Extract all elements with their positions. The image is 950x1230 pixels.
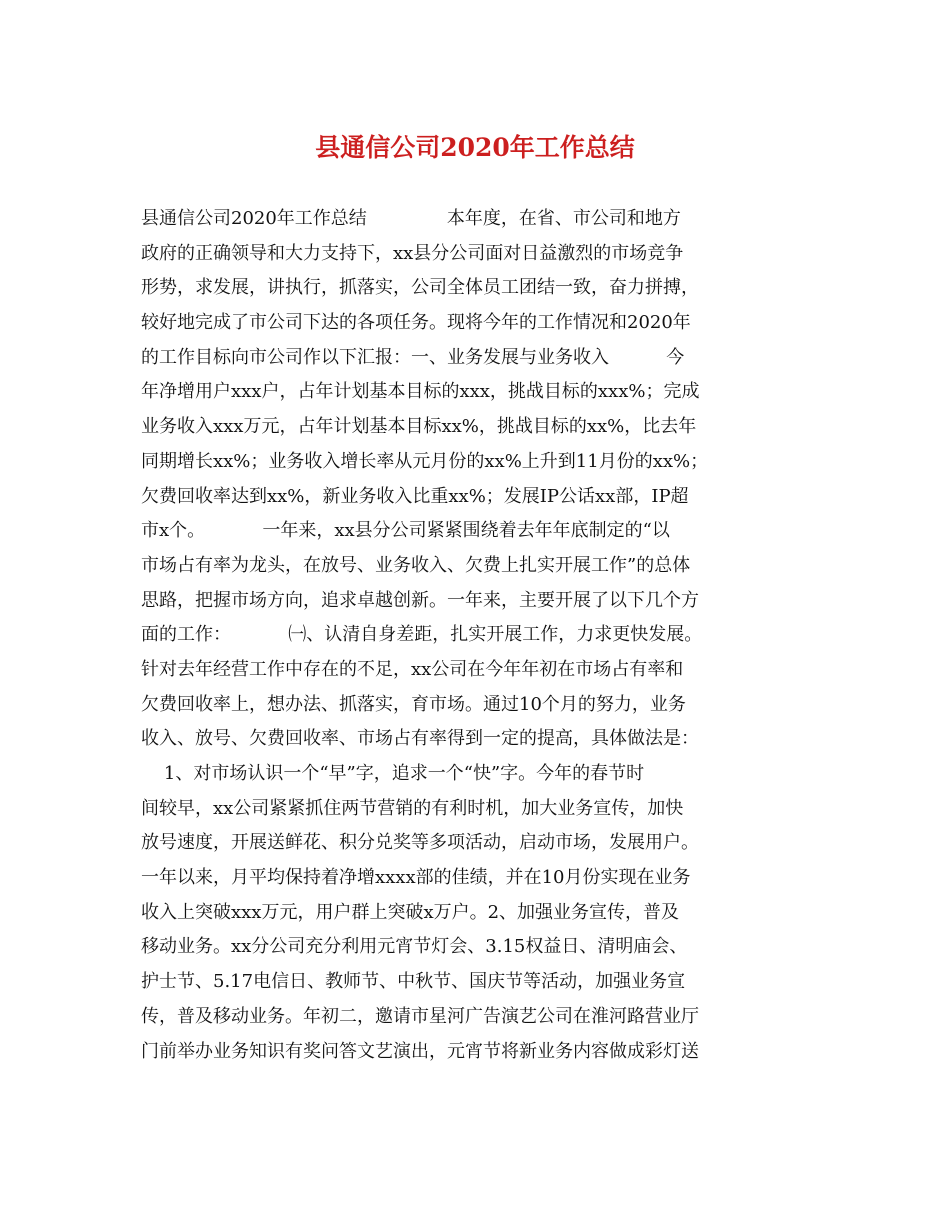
body-line: 针对去年经营工作中存在的不足，xx公司在今年年初在市场占有率和 [141,658,684,680]
body-line: 市x个。 一年来，xx县分公司紧紧围绕着去年年底制定的“以 [141,520,670,542]
body-line: 门前举办业务知识有奖问答文艺演出，元宵节将新业务内容做成彩灯送 [141,1040,699,1062]
body-line: 移动业务。xx分公司充分利用元宵节灯会、3.15权益日、清明庙会、 [141,936,688,958]
body-line: 收入、放号、欠费回收率、市场占有率得到一定的提高，具体做法是： [141,728,699,750]
body-line: 面的工作： ㈠、认清自身差距，扎实开展工作，力求更快发展。 [141,624,703,646]
document-body [141,202,831,1069]
document-title: 县通信公司2020年工作总结 [315,133,635,162]
body-line: 政府的正确领导和大力支持下，xx县分公司面对日益激烈的市场竞争 [141,242,684,264]
body-line: 年净增用户xxx户，占年计划基本目标的xxx，挑战目标的xxx%；完成 [141,381,700,403]
body-line: 传，普及移动业务。年初二，邀请市星河广告演艺公司在淮河路营业厅 [141,1005,699,1027]
body-line: 市场占有率为龙头，在放号、业务收入、欠费上扎实开展工作”的总体 [141,554,691,576]
body-line: 的工作目标向市公司作以下汇报：一、业务发展与业务收入 今 [141,346,685,368]
body-line: 1、对市场认识一个“早”字，追求一个“快”字。今年的春节时 [141,763,645,784]
body-line: 护士节、5.17电信日、教师节、中秋节、国庆节等活动，加强业务宣 [141,971,686,993]
body-line: 欠费回收率达到xx%，新业务收入比重xx%；发展IP公话xx部，IP超 [141,485,689,507]
body-line: 县通信公司2020年工作总结 本年度，在省、市公司和地方 [141,208,681,229]
body-line: 间较早，xx公司紧紧抓住两节营销的有利时机，加大业务宣传，加快 [141,797,684,819]
body-line: 同期增长xx%；业务收入增长率从元月份的xx%上升到11月份的xx%； [141,450,709,472]
body-line: 较好地完成了市公司下达的各项任务。现将今年的工作情况和2020年 [141,312,691,334]
body-line: 一年以来，月平均保持着净增xxxx部的佳绩，并在10月份实现在业务 [141,867,691,889]
body-line: 收入上突破xxx万元，用户群上突破x万户。2、加强业务宣传，普及 [141,901,680,923]
body-line: 放号速度，开展送鲜花、积分兑奖等多项活动，启动市场，发展用户。 [141,832,699,854]
body-line: 形势，求发展，讲执行，抓落实，公司全体员工团结一致，奋力拼搏， [141,277,699,299]
body-line: 思路，把握市场方向，追求卓越创新。一年来，主要开展了以下几个方 [141,589,699,611]
body-line: 欠费回收率上，想办法、抓落实，育市场。通过10个月的努力，业务 [141,693,686,715]
body-line: 业务收入xxx万元，占年计划基本目标xx%，挑战目标的xx%，比去年 [141,416,697,438]
